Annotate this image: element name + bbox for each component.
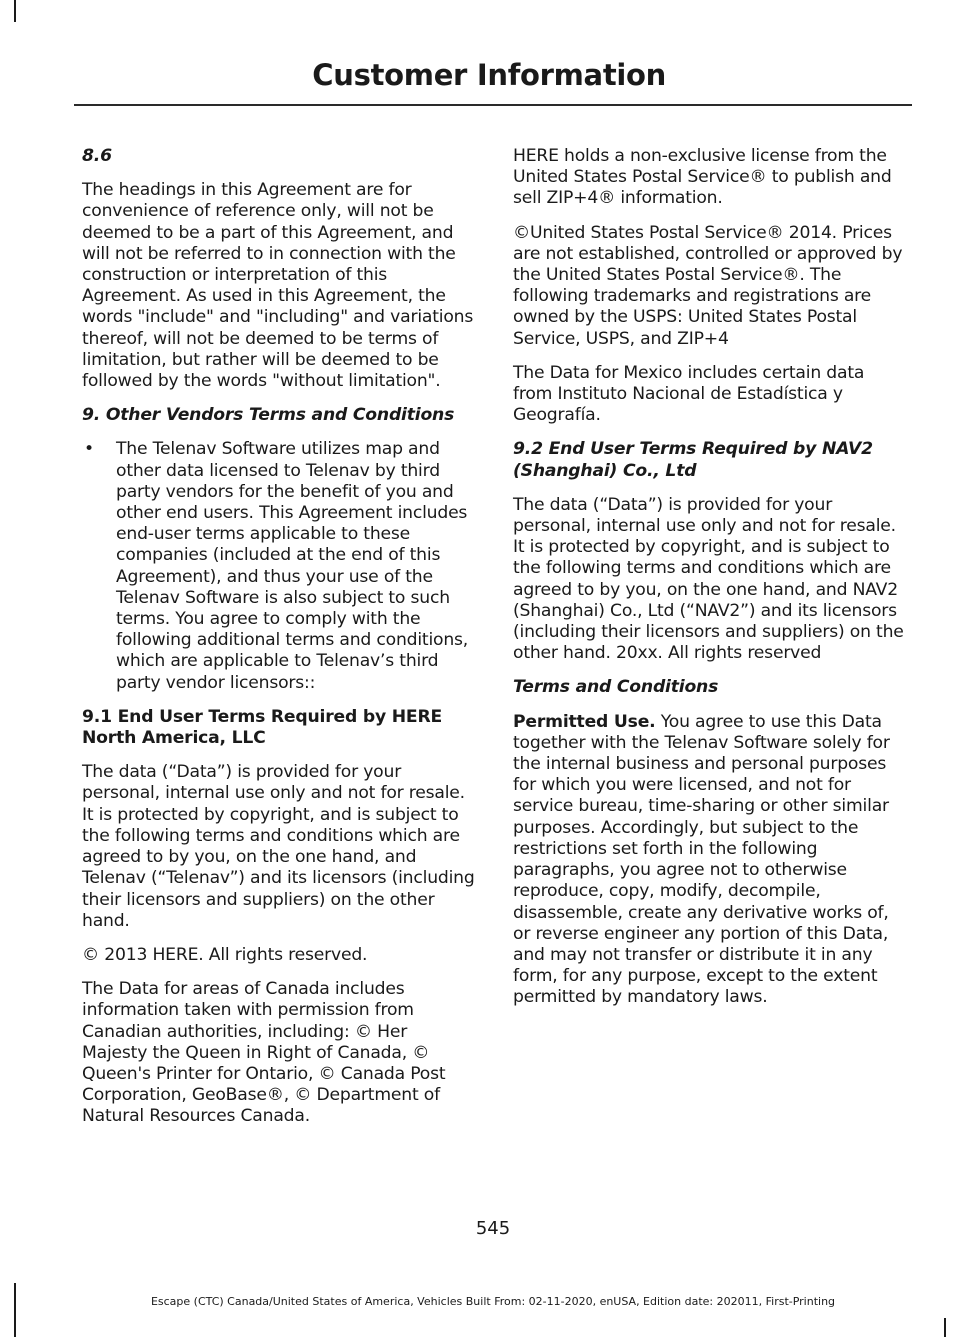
list-item [82,439,476,693]
section-9-bullet-list [82,439,476,693]
page-header-title: Customer Information [312,58,666,92]
usps-copyright-text: ©United States Postal Service® 2014. Prices are not established, controlled or approved by the United States Postal Service®. The following trademarks and registrations are owned by the USPS: United States Postal Service, USPS, and ZIP+4 [513,222,903,349]
left-column [82,146,476,1141]
section-8-6-text: The headings in this Agreement are for convenience of reference only, will not be deemed to be a part of this Agreement, and will not be referred to in connection with the construction or interpretation of this Agreement. As used in this Agreement, the words "include" and "including" and variations thereof, will not be deemed to be terms of limitation, but rather will be deemed to be followed by the words "without limitation". [82,180,474,392]
terms-heading: Terms and Conditions [513,677,719,698]
page-number: 545 [475,1218,511,1239]
header-rule [74,104,912,106]
permitted-use-label: Permitted Use. [513,711,656,732]
crop-mark-bottom-right-v [944,1318,946,1337]
section-9-heading: 9. Other Vendors Terms and Conditions [82,405,455,426]
crop-mark-top-left-v [14,0,16,22]
permitted-use-text: You agree to use this Data together with the Telenav Software solely for the internal business and personal purposes for which you were licensed, and not for service bureau, time-sharing or other similar purposes. Accordingly, but subject to the restrictions set forth in the following paragraphs, you agree not to otherwise reproduce, copy, modify, decompile, disassemble, create any derivative works of, or reverse engineer any portion of this Data, and may not transfer or distribute it in any form, for any purpose, except to the extent permitted by mandatory laws. [513,711,890,1008]
section-9-2-text: The data (“Data”) is provided for your personal, internal use only and not for resale. It is protected by copyright, and is subject to the following terms and conditions which are agreed to by you, on the one hand, and NAV2 (Shanghai) Co., Ltd (“NAV2”) and its licensors (including their licensors and suppliers) on the other hand. 20xx. All rights reserved [513,494,904,664]
section-9-1-heading: 9.1 End User Terms Required by HERE North America, LLC [82,706,443,749]
bullet-text: The Telenav Software utilizes map and other data licensed to Telenav by third party vendors for the benefit of you and other end users. This Agreement includes end-user terms applicable to these companies (included at the end of this Agreement), and thus your use of the Telenav Software is also subject to such terms. You agree to comply with the following additional terms and conditions, which are applicable to Telenav’s third party vendor licensors:: [116,439,469,693]
page-footer: Escape (CTC) Canada/United States of America, Vehicles Built From: 02-11-2020, enUSA, Edition date: 202011, First-Printing [150,1295,836,1308]
crop-mark-bottom-left-v [14,1283,16,1337]
section-9-2-heading: 9.2 End User Terms Required by NAV2 (Shanghai) Co., Ltd [513,439,873,481]
section-9-1-canada-text: The Data for areas of Canada includes information taken with permission from Canadian authorities, including: © Her Majesty the Queen in Right of Canada, © Queen's Printer for Ontario, © Canada Post Corporation, GeoBase®, © Department of Natural Resources Canada. [82,979,446,1127]
permitted-use-paragraph [513,712,908,1009]
section-8-6-heading: 8.6 [82,146,112,166]
section-9-1-copyright: © 2013 HERE. All rights reserved. [82,944,368,965]
bullet-icon: • [84,439,94,460]
mexico-data-text: The Data for Mexico includes certain data from Instituto Nacional de Estadística y Geografía. [513,362,865,426]
right-column [513,146,908,1022]
usps-license-text: HERE holds a non-exclusive license from the United States Postal Service® to publish and sell ZIP+4® information. [513,146,892,209]
section-9-1-text: The data (“Data”) is provided for your personal, internal use only and not for resale. It is protected by copyright, and is subject to the following terms and conditions which are agreed to by you, on the one hand, and Telenav (“Telenav”) and its licensors (including their licensors and suppliers) on the other hand. [82,762,475,931]
